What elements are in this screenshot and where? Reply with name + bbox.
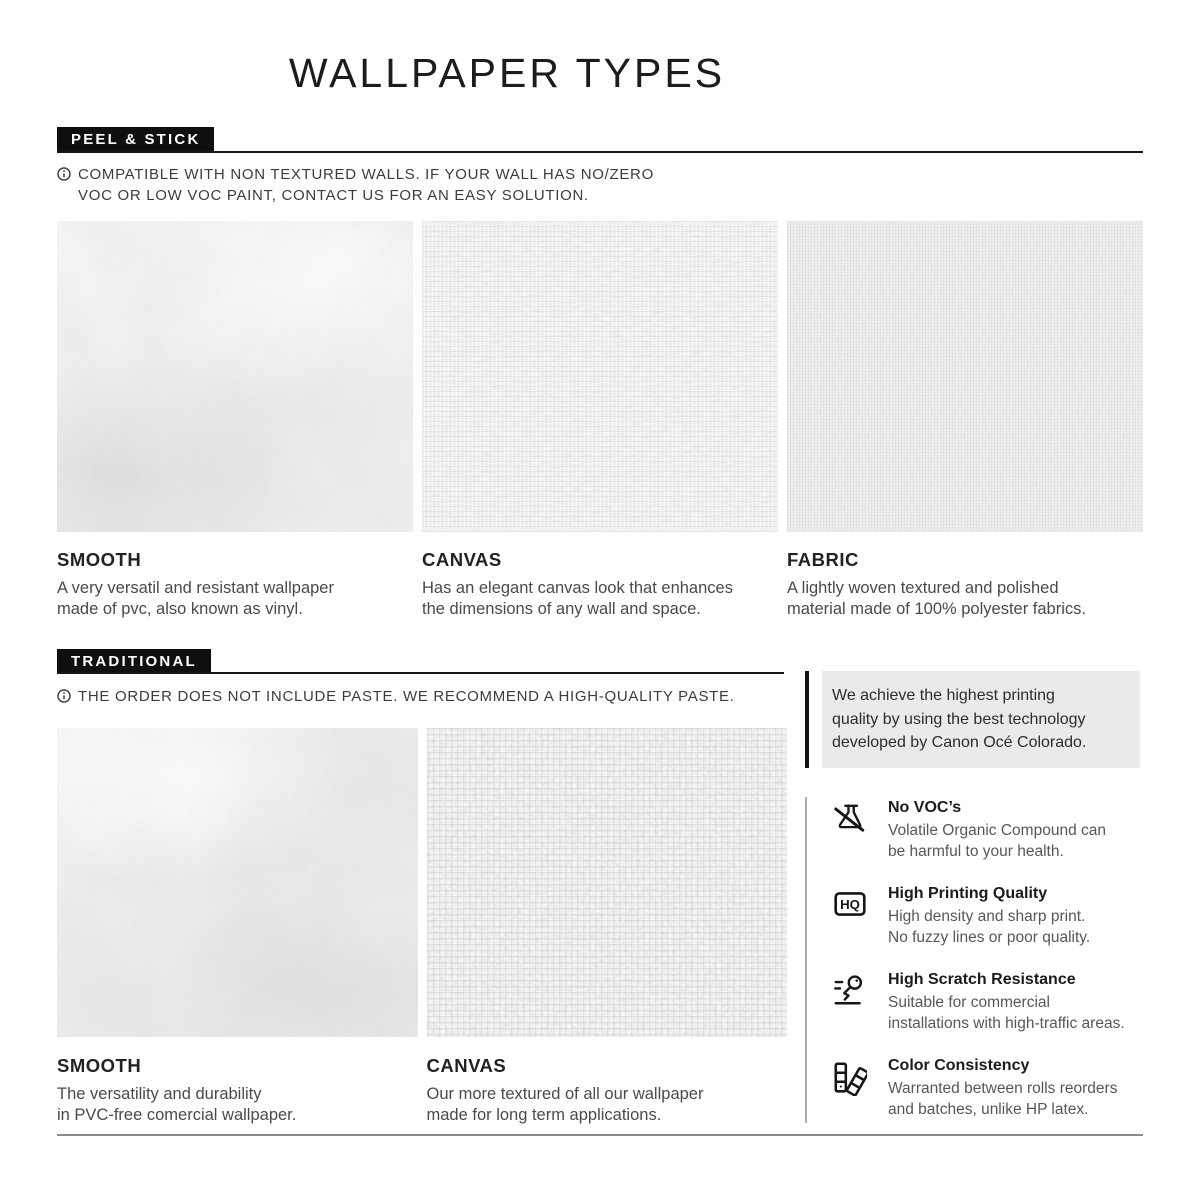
swatch-name: FABRIC — [787, 549, 859, 570]
feature-text — [888, 799, 1106, 862]
smooth-texture-swatch — [57, 221, 413, 532]
color-swatchbook-icon — [831, 1057, 871, 1120]
feature-high-printing-quality — [831, 885, 1143, 948]
feature-text — [888, 971, 1125, 1034]
no-voc-flask-icon — [831, 799, 871, 862]
traditional-note — [57, 686, 735, 707]
texture-noise — [427, 728, 788, 1037]
feature-description: Warranted between rolls reorders and batches, unlike HP latex. — [888, 1080, 1118, 1118]
swatch-name: SMOOTH — [57, 1055, 142, 1076]
quote-line: quality by using the best technology — [832, 710, 1086, 728]
swatch-name: SMOOTH — [57, 549, 142, 570]
feature-color-consistency — [831, 1057, 1143, 1120]
feature-title: Color Consistency — [888, 1057, 1030, 1074]
swatch-caption-smooth — [57, 1055, 418, 1125]
feature-text — [888, 885, 1090, 948]
swatch-name: CANVAS — [426, 1055, 507, 1076]
feature-description: Suitable for commercial installations with high-traffic areas. — [888, 994, 1125, 1032]
swatch-description: A very versatil and resistant wallpaper made of pvc, also known as vinyl. — [57, 579, 334, 618]
swatch-caption-canvas — [422, 549, 778, 619]
canvas-texture-swatch — [427, 728, 788, 1037]
texture-noise — [787, 221, 1143, 532]
swatch-description: A lightly woven textured and polished material made of 100% polyester fabrics. — [787, 579, 1086, 618]
quote-accent-bar — [805, 671, 809, 768]
page-title: WALLPAPER TYPES — [288, 50, 726, 96]
feature-title: High Scratch Resistance — [888, 971, 1076, 988]
section-badge-peel-stick: PEEL & STICK — [57, 127, 214, 151]
note-line: THE ORDER DOES NOT INCLUDE PASTE. WE RECOMMEND A HIGH-QUALITY PASTE. — [78, 688, 735, 705]
swatch-caption-fabric — [787, 549, 1143, 619]
feature-title: No VOC’s — [888, 799, 962, 816]
texture-noise — [422, 221, 778, 532]
fabric-texture-swatch — [787, 221, 1143, 532]
swatch-description: Has an elegant canvas look that enhances the dimensions of any wall and space. — [422, 579, 733, 618]
note-text — [78, 686, 735, 707]
texture-noise — [57, 221, 413, 532]
note-line: COMPATIBLE WITH NON TEXTURED WALLS. IF YOUR WALL HAS NO/ZERO — [78, 166, 654, 183]
section-divider — [57, 672, 784, 674]
bottom-divider — [57, 1134, 1143, 1136]
info-icon — [57, 167, 71, 181]
section-divider — [57, 151, 1143, 153]
swatch-description: Our more textured of all our wallpaper made for long term applications. — [426, 1085, 704, 1124]
features-accent-line — [805, 797, 807, 1123]
swatch-name: CANVAS — [422, 549, 502, 570]
peel-stick-swatch-row — [57, 221, 1143, 532]
feature-scratch-resistance — [831, 971, 1143, 1034]
quote-line: developed by Canon Océ Colorado. — [832, 734, 1087, 751]
quote-line: We achieve the highest printing — [832, 687, 1055, 704]
scratch-key-icon — [831, 971, 871, 1034]
feature-description: Volatile Organic Compound can be harmful to your health. — [888, 822, 1106, 860]
peel-stick-caption-row — [57, 549, 1143, 619]
printing-quality-quote — [822, 671, 1140, 768]
traditional-caption-row — [57, 1055, 787, 1125]
note-line: VOC OR LOW VOC PAINT, CONTACT US FOR AN EASY SOLUTION. — [78, 187, 589, 204]
smooth-texture-swatch — [57, 728, 418, 1037]
features-list — [831, 799, 1143, 1120]
swatch-caption-smooth — [57, 549, 413, 619]
swatch-description: The versatility and durability in PVC-free comercial wallpaper. — [57, 1085, 297, 1124]
traditional-swatch-row — [57, 728, 787, 1037]
feature-no-voc — [831, 799, 1143, 862]
info-icon — [57, 689, 71, 703]
canvas-texture-swatch — [422, 221, 778, 532]
hq-badge-icon — [831, 885, 871, 948]
section-badge-traditional: TRADITIONAL — [57, 649, 211, 673]
note-text — [78, 164, 654, 206]
feature-text — [888, 1057, 1117, 1120]
texture-noise — [57, 728, 418, 1037]
peel-stick-note — [57, 164, 654, 206]
feature-title: High Printing Quality — [888, 885, 1048, 902]
hq-icon-label: HQ — [840, 897, 860, 913]
feature-description: High density and sharp print. No fuzzy lines or poor quality. — [888, 908, 1091, 946]
swatch-caption-canvas — [427, 1055, 788, 1125]
